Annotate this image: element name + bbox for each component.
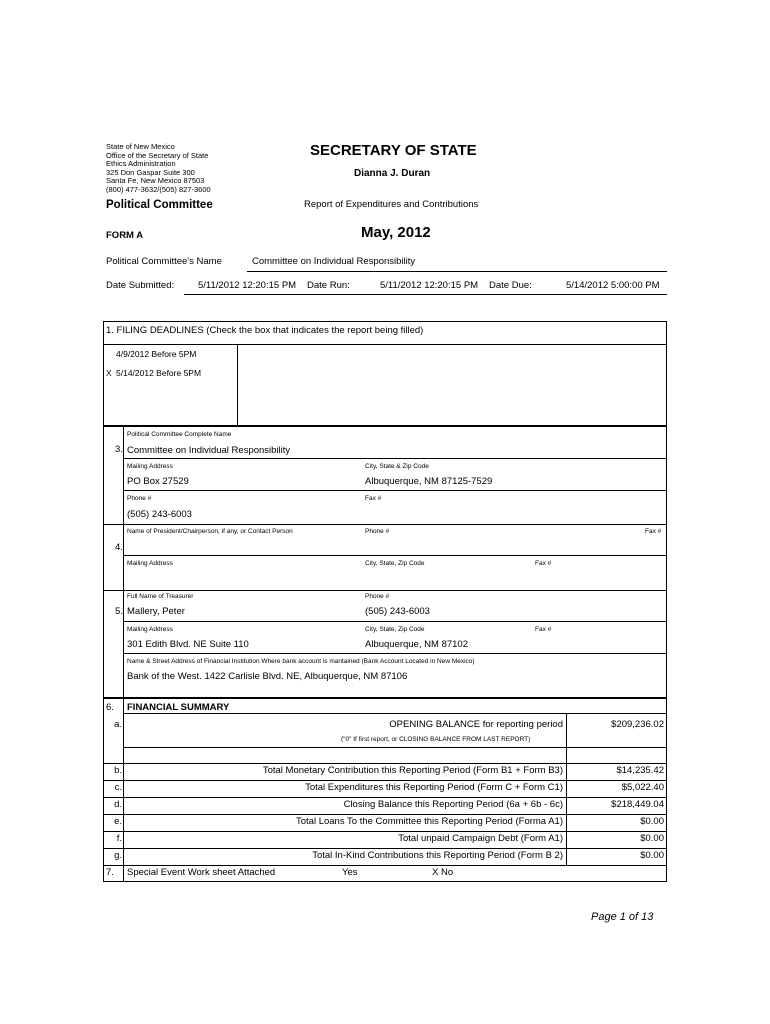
divider — [103, 814, 667, 815]
special-event-label: Special Event Work sheet Attached — [127, 867, 276, 878]
summary-row-label: Closing Balance this Reporting Period (6a + 6b - 6c) — [343, 799, 563, 810]
row-letter: a. — [114, 719, 122, 730]
deadline-option-2[interactable]: 5/14/2012 Before 5PM — [116, 368, 202, 378]
agency-line: 325 Don Gaspar Suite 300 — [106, 167, 195, 177]
summary-row-value: $0.00 — [640, 850, 664, 861]
bank-label: Name & Street Address of Financial Institution Where bank account is mantained (Bank Account Located in New Mexico) — [127, 658, 475, 665]
form-label: FORM A — [106, 230, 144, 241]
city-value: Albuquerque, NM 87102 — [365, 639, 468, 650]
opening-balance-value: $209,236.02 — [611, 719, 664, 730]
agency-line: (800) 477-3632/(505) 827-3600 — [106, 184, 211, 194]
complete-name-label: Political Committee Complete Name — [127, 431, 232, 438]
phone-value: (505) 243-6003 — [127, 509, 192, 520]
mailing-address-value: PO Box 27529 — [127, 476, 189, 487]
agency-line: State of New Mexico — [106, 142, 175, 151]
date-submitted: 5/11/2012 12:20:15 PM — [198, 280, 297, 291]
fax-label: Fax # — [365, 495, 382, 502]
divider — [123, 458, 667, 459]
row-letter: e. — [114, 816, 122, 827]
row-letter: c. — [114, 782, 122, 793]
divider — [123, 555, 667, 556]
opening-balance-label: OPENING BALANCE for reporting period — [389, 719, 563, 730]
phone-label: Phone # — [365, 593, 390, 600]
divider — [184, 294, 667, 295]
committee-name: Committee on Individual Responsibility — [252, 256, 416, 267]
divider — [123, 490, 667, 491]
date-due: 5/14/2012 5:00:00 PM — [566, 280, 660, 291]
phone-label: Phone # — [127, 495, 152, 502]
divider — [247, 271, 667, 272]
date-due-label: Date Due: — [489, 280, 532, 291]
special-event-no[interactable]: X No — [432, 867, 454, 878]
section-number: 5. — [115, 606, 123, 617]
divider — [123, 426, 124, 698]
summary-row-label: Total Monetary Contribution this Reporting Period (Form B1 + Form B3) — [262, 765, 563, 776]
report-period: May, 2012 — [361, 224, 431, 241]
divider — [103, 848, 667, 849]
treasurer-label: Full Name of Treasurer — [127, 593, 194, 600]
phone-label: Phone # — [365, 528, 390, 535]
row-letter: f. — [116, 833, 122, 844]
entity-type: Political Committee — [106, 199, 213, 211]
phone-value: (505) 243-6003 — [365, 606, 430, 617]
divider — [123, 698, 124, 882]
divider — [237, 344, 238, 426]
city-label: City, State, Zip Code — [365, 626, 425, 633]
section-number: 6. — [106, 702, 114, 713]
summary-row-value: $0.00 — [640, 833, 664, 844]
divider — [103, 831, 667, 832]
deadline-option-1[interactable]: 4/9/2012 Before 5PM — [116, 349, 197, 359]
divider — [103, 865, 667, 866]
special-event-yes[interactable]: Yes — [342, 867, 358, 878]
section-number: 7. — [106, 867, 114, 878]
page-title: SECRETARY OF STATE — [310, 142, 477, 159]
summary-row-label: Total Loans To the Committee this Reporting Period (Forma A1) — [295, 816, 563, 827]
treasurer-value: Mallery, Peter — [127, 606, 185, 617]
row-letter: g. — [114, 850, 122, 861]
summary-row-value: $14,235.42 — [616, 765, 664, 776]
filing-deadlines-title: 1. FILING DEADLINES (Check the box that indicates the report being filled) — [106, 325, 424, 336]
divider — [103, 797, 667, 798]
row-letter: d. — [114, 799, 122, 810]
agency-line: Office of the Secretary of State — [106, 150, 209, 160]
fax-label: Fax # — [645, 528, 662, 535]
city-value: Albuquerque, NM 87125-7529 — [365, 476, 493, 487]
contact-person-label: Name of President/Chairperson, if any, or Contact Person — [127, 528, 293, 535]
summary-row-label: Total unpaid Campaign Debt (Form A1) — [398, 833, 563, 844]
opening-balance-note: ("0" If first report, or CLOSING BALANCE FROM LAST REPORT) — [341, 736, 531, 743]
committee-name-label: Political Committee's Name — [106, 256, 222, 267]
official-name: Dianna J. Duran — [354, 168, 431, 179]
deadline-checkmark: X — [106, 368, 112, 378]
page-number: Page 1 of 13 — [591, 911, 654, 923]
mailing-address-label: Mailing Address — [127, 626, 173, 633]
summary-row-value: $5,022.40 — [621, 782, 664, 793]
divider — [123, 713, 667, 714]
agency-address — [106, 143, 211, 195]
report-type: Report of Expenditures and Contributions — [304, 199, 479, 210]
summary-row-value: $218,449.04 — [611, 799, 664, 810]
section-number: 4. — [115, 542, 123, 553]
divider — [103, 524, 667, 525]
fax-label: Fax # — [535, 626, 552, 633]
summary-row-label: Total Expenditures this Reporting Period (Form C + Form C1) — [305, 782, 563, 793]
agency-line: Ethics Administration — [106, 159, 176, 169]
divider — [103, 763, 667, 764]
section-number: 3. — [115, 444, 123, 455]
mailing-address-label: Mailing Address — [127, 463, 173, 470]
fax-label: Fax # — [535, 560, 552, 567]
divider — [103, 590, 667, 591]
summary-row-value: $0.00 — [640, 816, 664, 827]
divider — [123, 747, 667, 748]
city-label: City, State, Zip Code — [365, 560, 425, 567]
mailing-address-value: 301 Edith Blvd. NE Suite 110 — [127, 639, 249, 650]
agency-line: Santa Fe, New Mexico 87503 — [106, 176, 205, 186]
summary-row-label: Total In-Kind Contributions this Reporting Period (Form B 2) — [312, 850, 563, 861]
city-label: City, State & Zip Code — [365, 463, 429, 470]
divider — [566, 713, 567, 865]
complete-name-value: Committee on Individual Responsibility — [127, 445, 291, 456]
financial-summary-title: FINANCIAL SUMMARY — [127, 702, 230, 713]
row-letter: b. — [114, 765, 122, 776]
divider — [103, 780, 667, 781]
date-run-label: Date Run: — [307, 280, 350, 291]
date-run: 5/11/2012 12:20:15 PM — [380, 280, 479, 291]
divider — [123, 653, 667, 654]
bank-value: Bank of the West. 1422 Carlisle Blvd. NE, Albuquerque, NM 87106 — [127, 671, 408, 682]
date-submitted-label: Date Submitted: — [106, 280, 175, 291]
divider — [123, 621, 667, 622]
mailing-address-label: Mailing Address — [127, 560, 173, 567]
divider — [103, 344, 667, 345]
